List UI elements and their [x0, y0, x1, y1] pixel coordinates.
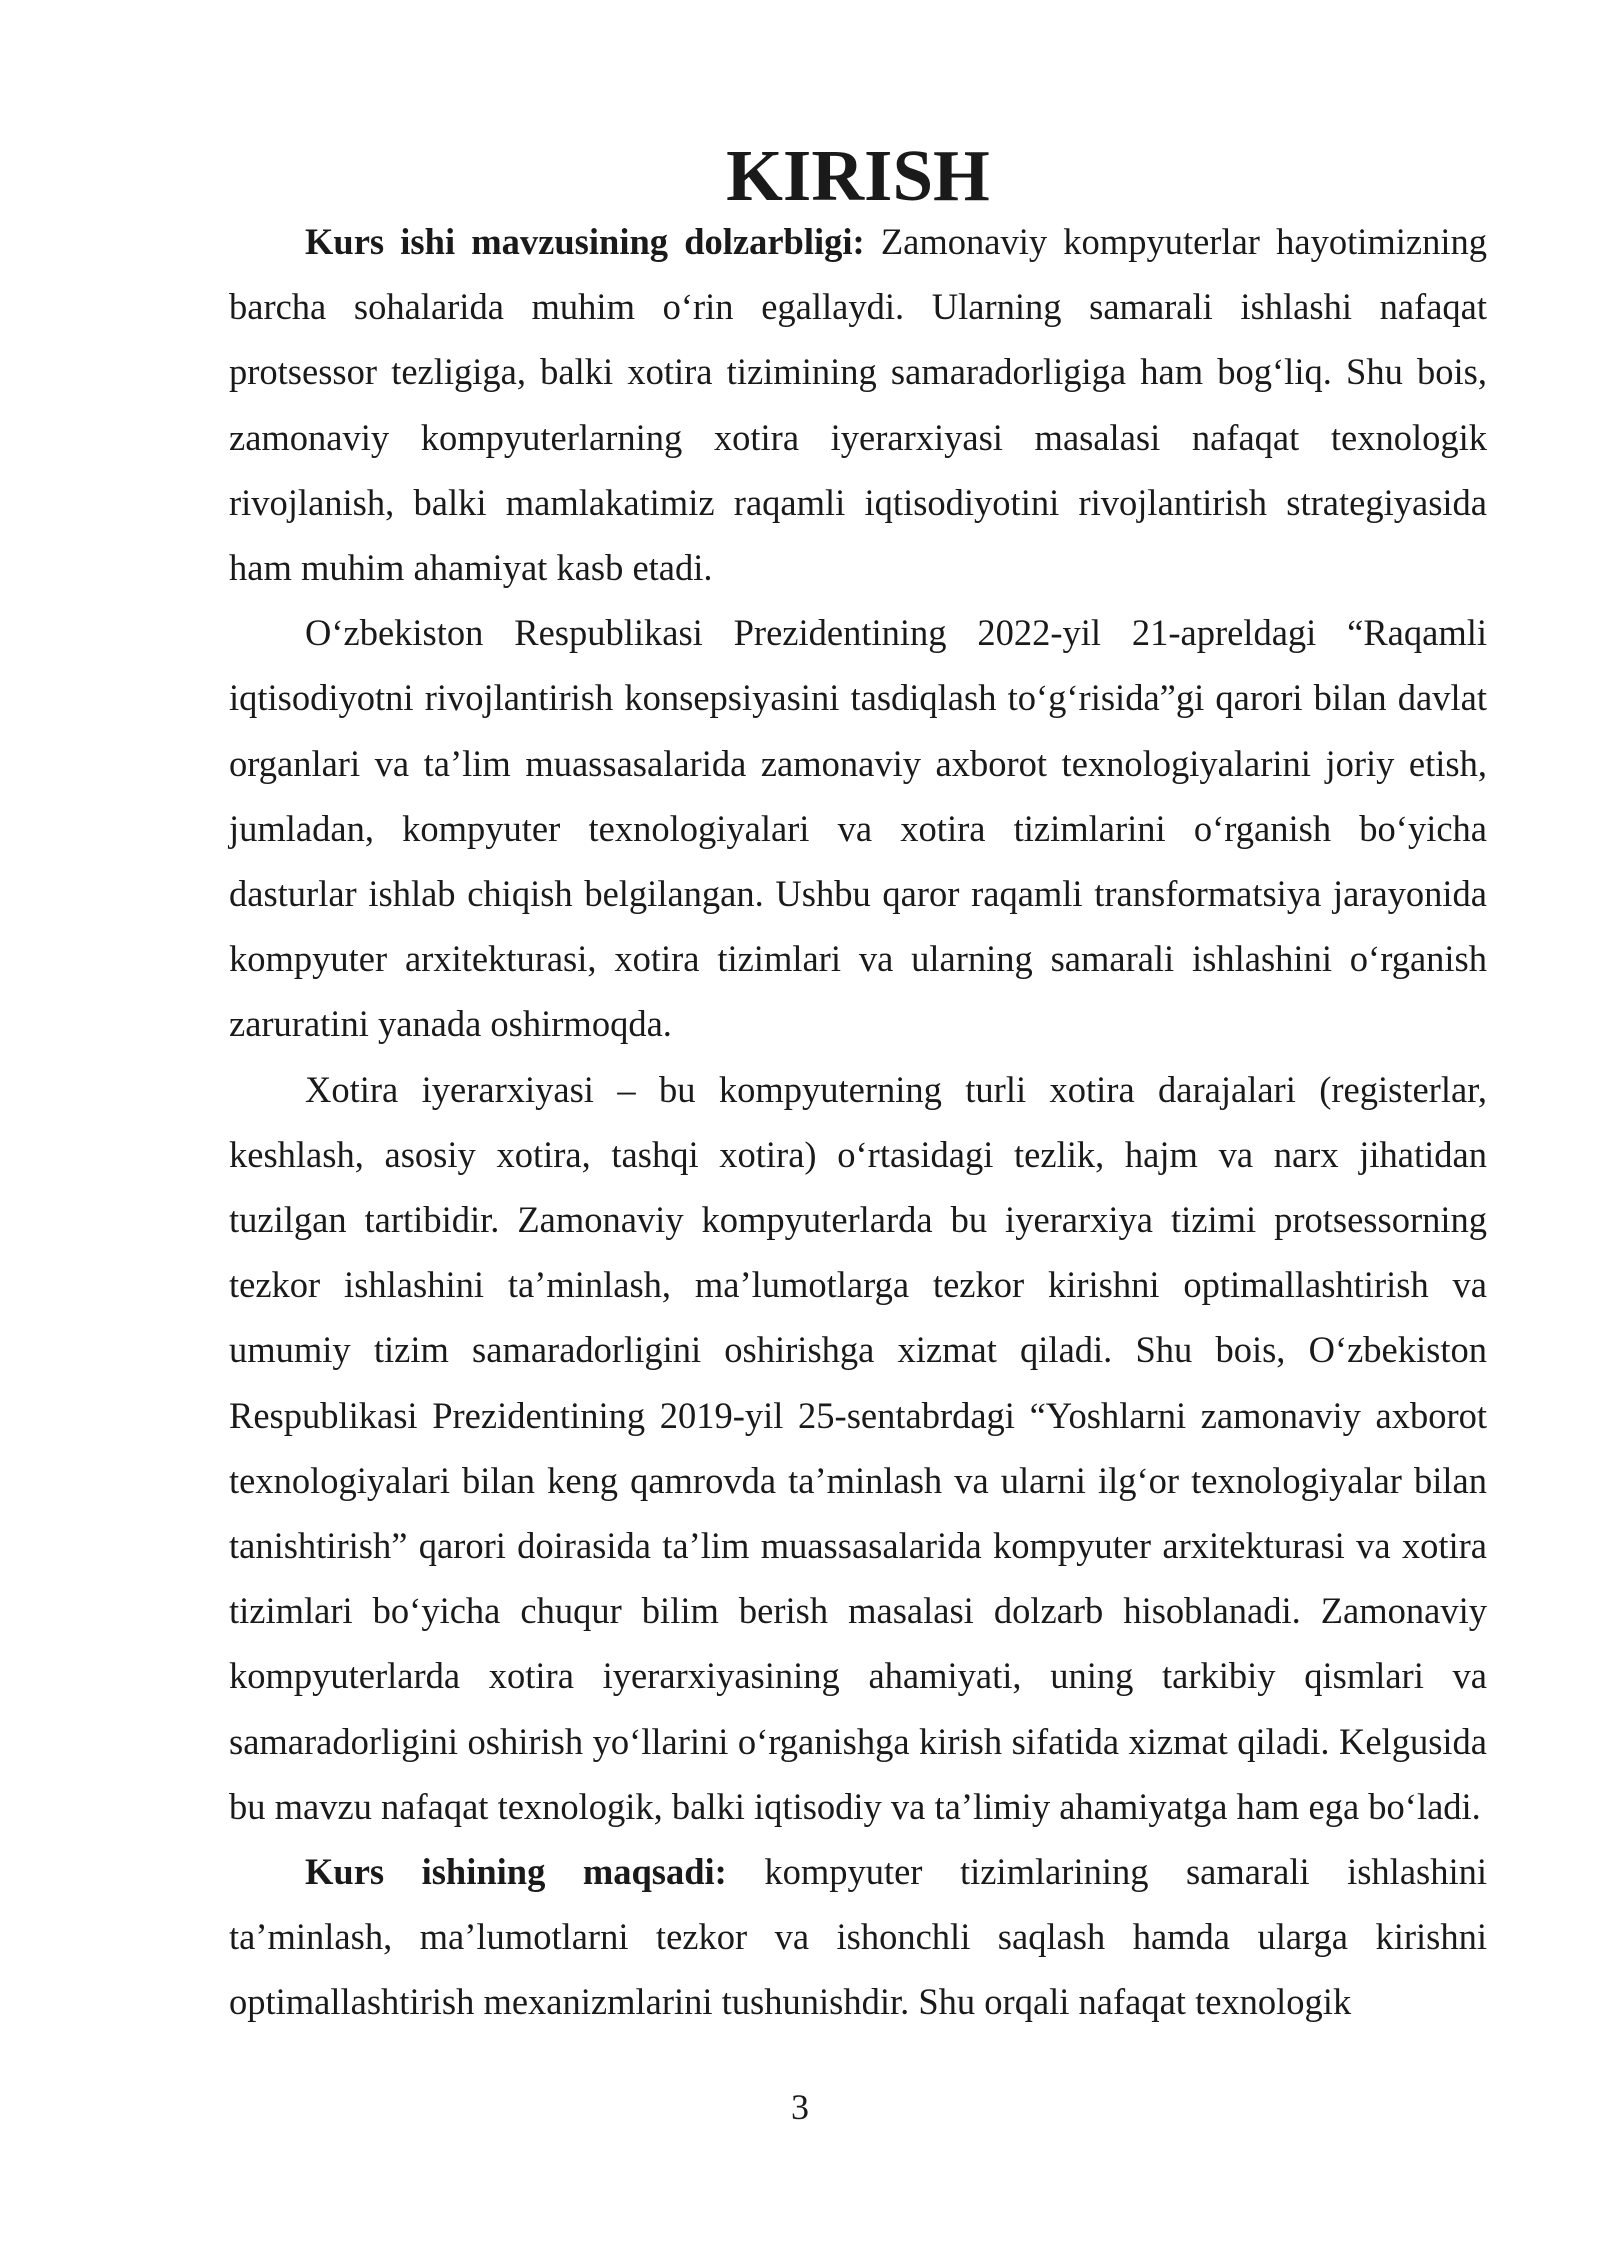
- paragraph-relevance: [229, 209, 1487, 600]
- page-number: 3: [791, 2087, 809, 2127]
- paragraph-text: O‘zbekiston Respublikasi Prezidentining 2022-yil 21-apreldagi “Raqamli iqtisodiyotni rivojlantirish konsepsiyasini tasdiqlash to‘g‘risida”gi qarori bilan davlat organlari va ta’lim muassasalarida zamonaviy axborot texnologiyalarini joriy etish, jumladan, kompyuter texnologiyalari va xotira tizimlarini o‘rganish bo‘yicha dasturlar ishlab chiqish belgilangan. Ushbu qaror raqamli transformatsiya jarayonida kompyuter arxitekturasi, xotira tizimlari va ularning samarali ishlashini o‘rganish zaruratini yanada oshirmoqda.: [229, 612, 1487, 1045]
- paragraph-text: Zamonaviy kompyuterlar hayotimizning barcha sohalarida muhim o‘rin egallaydi. Ularning samarali ishlashi nafaqat protsessor tezligiga, balki xotira tizimining samaradorligiga ham bog‘liq. Shu bois, zamonaviy kompyuterlarning xotira iyerarxiyasi masalasi nafaqat texnologik rivojlanish, balki mamlakatimiz raqamli iqtisodiyotini rivojlantirish strategiyasida ham muhim ahamiyat kasb etadi.: [229, 221, 1487, 589]
- paragraph-memory-hierarchy: [229, 1057, 1487, 1839]
- paragraph-lead: Kurs ishining maqsadi:: [305, 1851, 727, 1893]
- paragraph-text: Xotira iyerarxiyasi – bu kompyuterning turli xotira darajalari (registerlar, keshlash, asosiy xotira, tashqi xotira) o‘rtasidagi tezlik, hajm va narx jihatidan tuzilgan tartibidir. Zamonaviy kompyuterlarda bu iyerarxiya tizimi protsessorning tezkor ishlashini ta’minlash, ma’lumotlarga tezkor kirishni optimallashtirish va umumiy tizim samaradorligini oshirishga xizmat qiladi. Shu bois, O‘zbekiston Respublikasi Prezidentining 2019-yil 25-sentabrdagi “Yoshlarni zamonaviy axborot texnologiyalari bilan keng qamrovda ta’minlash va ularni ilg‘or texnologiyalar bilan tanishtirish” qarori doirasida ta’lim muassasalarida kompyuter arxitekturasi va xotira tizimlari bo‘yicha chuqur bilim berish masalasi dolzarb hisoblanadi. Zamonaviy kompyuterlarda xotira iyerarxiyasining ahamiyati, uning tarkibiy qismlari va samaradorligini oshirish yo‘llarini o‘rganishga kirish sifatida xizmat qiladi. Kelgusida bu mavzu nafaqat texnologik, balki iqtisodiy va ta’limiy ahamiyatga ham ega bo‘ladi.: [229, 1068, 1487, 1827]
- page-title: KIRISH: [726, 135, 990, 216]
- paragraph-text: kompyuter tizimlarining samarali ishlashini ta’minlash, ma’lumotlarni tezkor va ishonchli saqlash hamda ularga kirishni optimallashtirish mexanizmlarini tushunishdir. Shu orqali nafaqat texnologik: [229, 1851, 1488, 2023]
- paragraph-goal: [229, 1839, 1487, 2035]
- paragraph-lead: Kurs ishi mavzusining dolzarbligi:: [305, 221, 865, 262]
- document-page: [229, 135, 1488, 2035]
- paragraph-decree-2022: [229, 600, 1487, 1056]
